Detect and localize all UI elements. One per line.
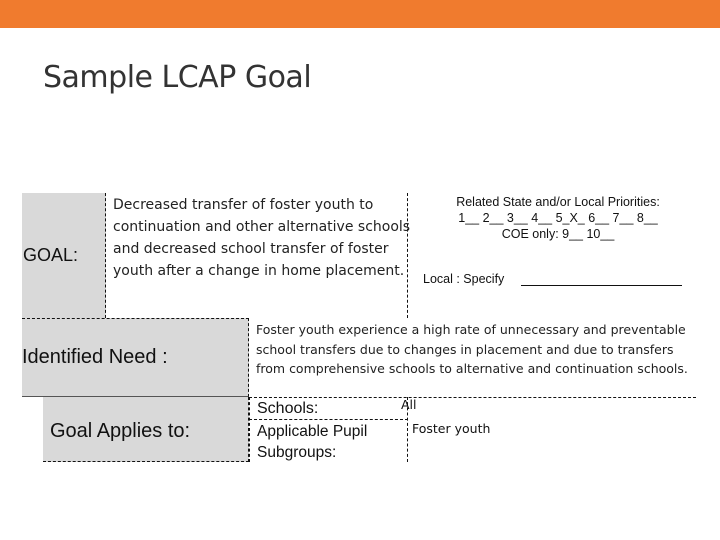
schools-label: Schools: [257, 400, 319, 417]
identified-need-label: Identified Need : [22, 346, 168, 368]
local-specify-blank [521, 285, 682, 286]
applies-row-divider [249, 419, 408, 420]
priorities-heading: Related State and/or Local Priorities: [456, 195, 660, 209]
state-priorities-line: 1__ 2__ 3__ 4__ 5_X_ 6__ 7__ 8__ [458, 211, 658, 225]
goal-applies-label: Goal Applies to: [50, 420, 191, 442]
subgroups-value: Foster youth [412, 421, 491, 436]
coe-priorities-line: COE only: 9__ 10__ [501, 227, 615, 241]
goal-text: Decreased transfer of foster youth to continuation and other alternative schools and decreased school transfer of foster youth after a change in home placement. [113, 197, 411, 279]
top-accent-bar [0, 0, 720, 28]
schools-value: All [401, 397, 417, 412]
goal-label: GOAL: [23, 245, 79, 265]
page-title: Sample LCAP Goal [43, 60, 312, 95]
identified-need-text: Foster youth experience a high rate of unnecessary and preventable school transfers due to changes in placement and due to transfers from comprehensive schools to alternative and continuation schools. [256, 322, 688, 376]
subgroups-label: Applicable Pupil Subgroups: [257, 423, 368, 461]
priorities-block [418, 194, 698, 242]
local-specify-label: Local : Specify [423, 272, 505, 286]
